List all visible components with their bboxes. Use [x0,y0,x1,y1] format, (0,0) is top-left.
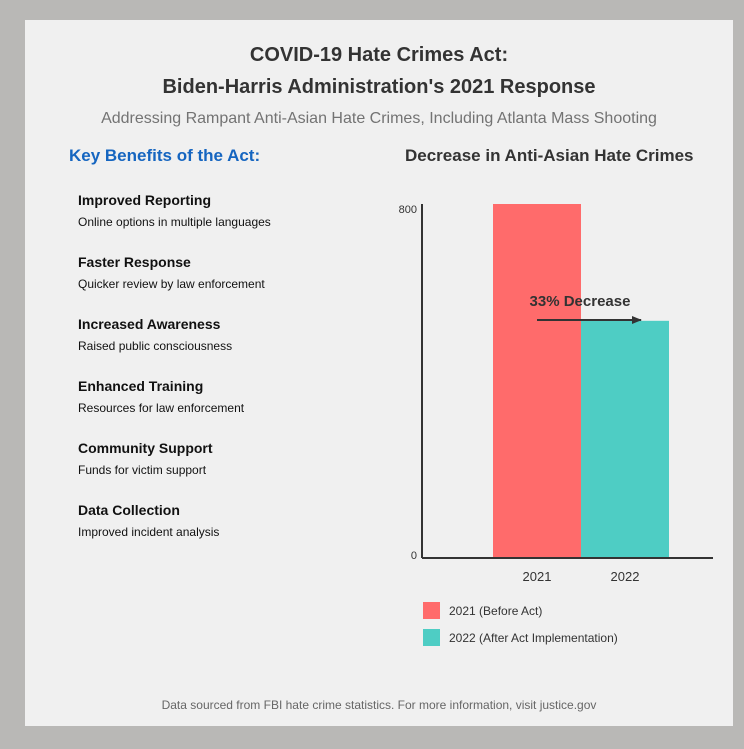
benefit-item [78,502,219,539]
legend-label: 2022 (After Act Implementation) [449,630,618,645]
chart-title: Decrease in Anti-Asian Hate Crimes [405,146,694,165]
infographic-card [25,20,733,726]
benefit-item [78,378,244,415]
benefit-item [78,192,271,229]
benefit-description: Raised public consciousness [78,339,233,353]
legend-item-2021 [423,602,542,620]
benefit-description: Quicker review by law enforcement [78,277,265,291]
benefit-description: Online options in multiple languages [78,215,271,229]
bar-chart [395,190,725,620]
benefit-description: Improved incident analysis [78,525,220,539]
benefit-item [78,254,265,291]
benefit-description: Resources for law enforcement [78,401,245,415]
y-tick-label: 0 [410,550,417,562]
benefit-title: Community Support [78,440,213,456]
benefit-title: Increased Awareness [78,316,221,332]
legend-swatch [423,629,440,646]
benefit-item [78,440,213,477]
x-tick-label: 2022 [610,569,640,584]
bar-2022 [581,321,669,558]
footer-source-note: Data sourced from FBI hate crime statistics. For more information, visit justice.gov [161,698,597,712]
benefit-title: Faster Response [78,254,191,270]
page-title-line-1: COVID-19 Hate Crimes Act: [249,44,509,66]
page-subtitle: Addressing Rampant Anti-Asian Hate Crimes, Including Atlanta Mass Shooting [101,110,657,127]
benefits-heading: Key Benefits of the Act: [69,146,261,165]
benefit-title: Data Collection [78,502,180,518]
benefit-description: Funds for victim support [78,463,207,477]
page-title-line-2: Biden-Harris Administration's 2021 Response [162,76,596,98]
benefit-title: Improved Reporting [78,192,212,208]
legend-item-2022 [423,629,618,647]
benefit-item [78,316,232,353]
decrease-annotation: 33% Decrease [529,293,631,310]
legend-swatch [423,602,440,619]
y-tick-label: 800 [398,204,417,216]
benefit-title: Enhanced Training [78,378,204,394]
x-tick-label: 2021 [522,569,552,584]
legend-label: 2021 (Before Act) [449,603,543,618]
bar-2021 [493,204,581,558]
